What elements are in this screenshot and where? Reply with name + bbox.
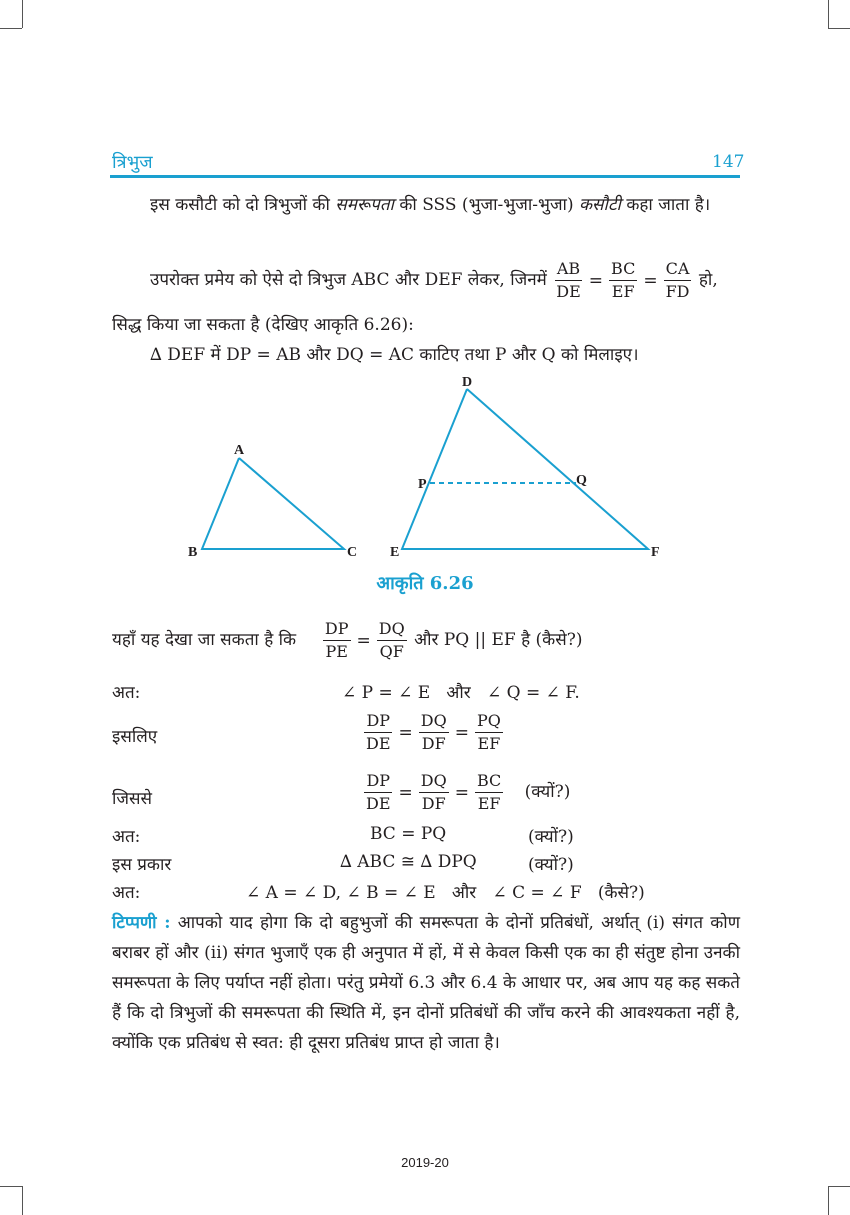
theorem-line-1: उपरोक्त प्रमेय को ऐसे दो त्रिभुज ABC और DEF लेकर, जिनमें $\frac{AB}{DE}$ = $\frac{BC}{EF}$ = $\frac{CA}{FD}$ हो, [150,259,718,301]
label-a: A [234,443,245,458]
step-text: यहाँ यह देखा जा सकता है कि [112,630,297,650]
step-5-label: अत: [112,827,141,847]
step-6-label: इस प्रकार [112,855,172,875]
step-2-text: ∠ P = ∠ E और ∠ Q = ∠ F. [342,683,580,703]
step-1: यहाँ यह देखा जा सकता है कि $\frac{DP}{PE}$ = $\frac{DQ}{QF}$ और PQ || EF है (कैसे?) [112,619,583,661]
fraction-bc-ef: $\frac{BC}{EF}$ [611,259,636,301]
theorem-text: उपरोक्त प्रमेय को ऐसे दो त्रिभुज ABC और DEF लेकर, जिनमें [150,270,547,290]
fraction-ab-de: $\frac{AB}{DE}$ [556,259,581,301]
crop-mark [828,1186,850,1187]
label-f: F [651,545,660,560]
step-6-text: ∆ ABC ≅ ∆ DPQ [340,852,477,872]
why-note: (क्यों?) [528,855,574,875]
running-header-title: त्रिभुज [112,152,153,173]
intro-text: की SSS (भुजा-भुजा-भुजा) [393,195,579,215]
step-3-label: इसलिए [112,727,158,747]
intro-emphasis: समरूपता [335,195,394,215]
why-note: (क्यों?) [528,827,574,847]
note-paragraph [112,908,740,1058]
page-number: 147 [712,152,745,172]
step-7-text: ∠ A = ∠ D, ∠ B = ∠ E और ∠ C = ∠ F (कैसे?) [246,883,645,903]
crop-mark [0,1186,22,1187]
step-2-label: अत: [112,683,141,703]
theorem-line-2: सिद्ध किया जा सकता है (देखिए आकृति 6.26): [112,315,414,335]
step-4-label: जिससे [112,789,153,809]
theorem-text: हो, [698,270,718,290]
fraction-dp-pe: $\frac{DP}{PE}$ [324,619,349,661]
label-e: E [390,545,400,560]
step-7-label: अत: [112,883,141,903]
step-3-equation: $\frac{DP}{DE}$ = $\frac{DQ}{DF}$ = $\frac{PQ}{EF}$ [366,711,501,753]
label-q: Q [576,473,587,488]
intro-text: इस कसौटी को दो त्रिभुजों की [150,195,336,215]
figure-triangles [180,370,680,570]
step-text: और PQ || EF है (कैसे?) [414,630,583,650]
intro-paragraph [112,190,740,220]
intro-text: कहा जाता है। [620,195,711,215]
label-d: D [462,375,473,390]
crop-mark [0,28,22,29]
crop-mark [828,0,829,28]
step-5-text: BC = PQ [370,824,447,844]
label-c: C [347,545,358,560]
step-4-equation: $\frac{DP}{DE}$ = $\frac{DQ}{DF}$ = $\frac{BC}{EF}$ (क्यों?) [366,771,571,813]
fraction-ca-fd: $\frac{CA}{FD}$ [665,259,690,301]
note-label: टिप्पणी : [112,913,171,933]
figure-caption: आकृति 6.26 [376,573,474,594]
crop-mark [828,28,850,29]
crop-mark [22,1186,23,1215]
triangle-def [402,389,648,549]
construction-line: ∆ DEF में DP = AB और DQ = AC काटिए तथा P और Q को मिलाइए। [150,345,639,365]
fraction-dq-qf: $\frac{DQ}{QF}$ [378,619,405,661]
intro-emphasis: कसौटी [579,195,621,215]
footer-year: 2019-20 [401,1155,449,1170]
crop-mark [828,1186,829,1215]
header-rule [110,175,740,178]
note-text: आपको याद होगा कि दो बहुभुजों की समरूपता के दोनों प्रतिबंधों, अर्थात् (i) संगत कोण बराबर हों और (ii) संगत भुजाएँ एक ही अनुपात में हों, में से केवल किसी एक का ही संतुष्ट होना उनकी समरूपता के लिए पर्याप्त नहीं होता। परंतु प्रमेयों 6.3 और 6.4 के आधार पर, अब आप यह कह सकते हैं कि दो त्रिभुजों की समरूपता की स्थिति में, इन दोनों प्रतिबंधों की जाँच करने की आवश्यकता नहीं है, क्योंकि एक प्रतिबंध से स्वत: ही दूसरा प्रतिबंध प्राप्त हो जाता है। [112,913,740,1053]
why-note: (क्यों?) [524,782,571,802]
triangle-abc [202,458,344,549]
crop-mark [22,0,23,28]
label-b: B [188,545,198,560]
label-p: P [418,477,427,492]
